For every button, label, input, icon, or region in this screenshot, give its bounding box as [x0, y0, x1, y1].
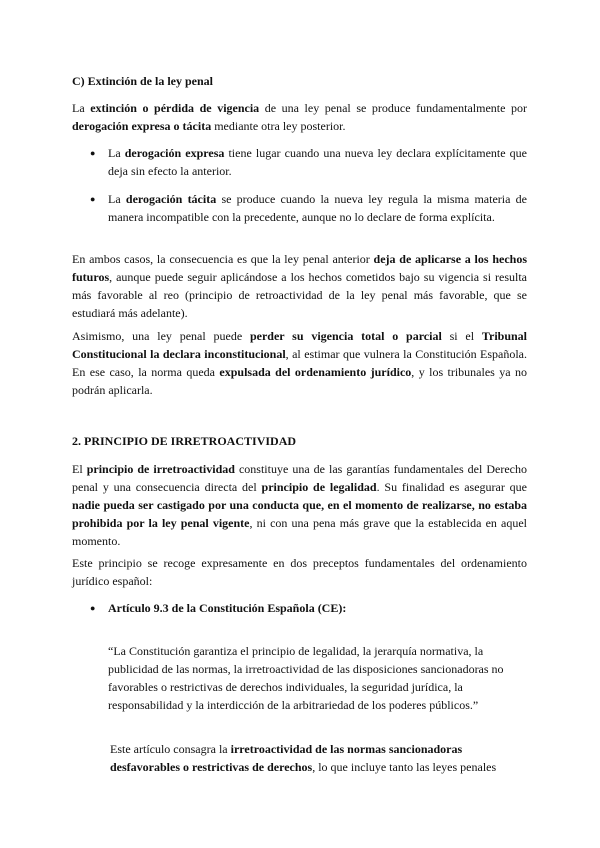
constitution-quote — [108, 642, 520, 714]
bold-text-run: extinción o pérdida de vigencia — [90, 101, 260, 115]
text-run: , ni con una pena más grave que la establecida en aquel momento. — [72, 516, 527, 548]
bold-text-run: derogación expresa o tácita — [72, 119, 212, 133]
text-run: En ambos casos, la consecuencia es que la ley penal anterior — [72, 252, 374, 266]
text-run: La — [108, 146, 125, 160]
bullet-derogacion-tacita — [108, 190, 527, 226]
bullet-derogacion-expresa — [108, 144, 527, 180]
bold-text-run: derogación tácita — [125, 192, 217, 206]
bold-text-run: derogación expresa — [124, 146, 225, 160]
bullet-dot: ● — [90, 148, 96, 158]
section-c-title: C) Extinción de la ley penal — [72, 74, 214, 88]
section-2-paragraph-3 — [110, 740, 522, 776]
bold-text-run: expulsada del ordenamiento jurídico — [219, 365, 412, 379]
bold-text-run: perder su vigencia total o parcial — [249, 329, 442, 343]
bold-text-run: Artículo 9.3 de la Constitución Española (CE): — [108, 601, 347, 615]
bold-text-run: principio de legalidad — [261, 480, 377, 494]
text-run: El — [72, 462, 87, 476]
bold-text-run: Tribunal Constitucional la declara inconstitucional — [72, 329, 528, 361]
bold-text-run: nadie pueda ser castigado por una conducta que, en el momento de realizarse, no estaba prohibida por la ley penal vigente — [72, 498, 527, 530]
text-run: , lo que incluye tanto las leyes penales — [312, 760, 497, 774]
text-run: si el — [441, 329, 482, 343]
text-run: se produce cuando la nueva ley regula la misma materia de manera incompatible con la precedente, aunque no lo declare de forma explícita. — [108, 192, 527, 224]
bullet-dot: ● — [90, 194, 96, 204]
text-run: , al estimar que vulnera la Constitución Española. En ese caso, la norma queda — [72, 347, 527, 379]
text-run: constituye una de las garantías fundamentales del Derecho penal y una consecuencia directa del — [72, 462, 527, 494]
bullet-articulo-9-3 — [108, 599, 527, 617]
text-run: , aunque puede seguir aplicándose a los hechos cometidos bajo su vigencia si resulta más favorable al reo (principio de retroactividad de la ley penal más favorable, que se estudiará más adelante). — [72, 270, 527, 320]
section-2-paragraph-2 — [72, 554, 527, 590]
section-2-paragraph-1 — [72, 460, 527, 550]
text-run: tiene lugar cuando una nueva ley declara explícitamente que deja sin efecto la anterior. — [108, 146, 527, 178]
text-run: de una ley penal se produce fundamentalmente por — [259, 101, 527, 115]
section-c-paragraph-1 — [72, 99, 527, 135]
bold-text-run: deja de aplicarse a los hechos futuros — [72, 252, 527, 284]
section-2-title: 2. PRINCIPIO DE IRRETROACTIVIDAD — [72, 434, 297, 448]
text-run: Asimismo, una ley penal puede — [72, 329, 250, 343]
section-c-paragraph-2 — [72, 250, 527, 322]
text-run: La — [72, 101, 91, 115]
text-run: . Su finalidad es asegurar que — [376, 480, 527, 494]
text-run: Este principio se recoge expresamente en dos preceptos fundamentales del ordenamiento jurídico español: — [72, 556, 527, 588]
bold-text-run: irretroactividad de las normas sancionadoras desfavorables o restrictivas de derechos — [110, 742, 463, 774]
text-run: Este artículo consagra la — [110, 742, 231, 756]
bold-text-run: principio de irretroactividad — [86, 462, 235, 476]
text-run: , y los tribunales ya no podrán aplicarla. — [72, 365, 527, 397]
text-run: “La Constitución garantiza el principio de legalidad, la jerarquía normativa, la publicidad de las normas, la irretroactividad de las disposiciones sancionadoras no favorables o restrictivas de derechos individuales, la seguridad jurídica, la responsabilidad y la interdicción de la arbitrariedad de los poderes públicos.” — [108, 644, 504, 712]
section-c-paragraph-3 — [72, 327, 527, 399]
bullet-dot: ● — [90, 603, 96, 613]
text-run: La — [108, 192, 126, 206]
text-run: mediante otra ley posterior. — [211, 119, 346, 133]
